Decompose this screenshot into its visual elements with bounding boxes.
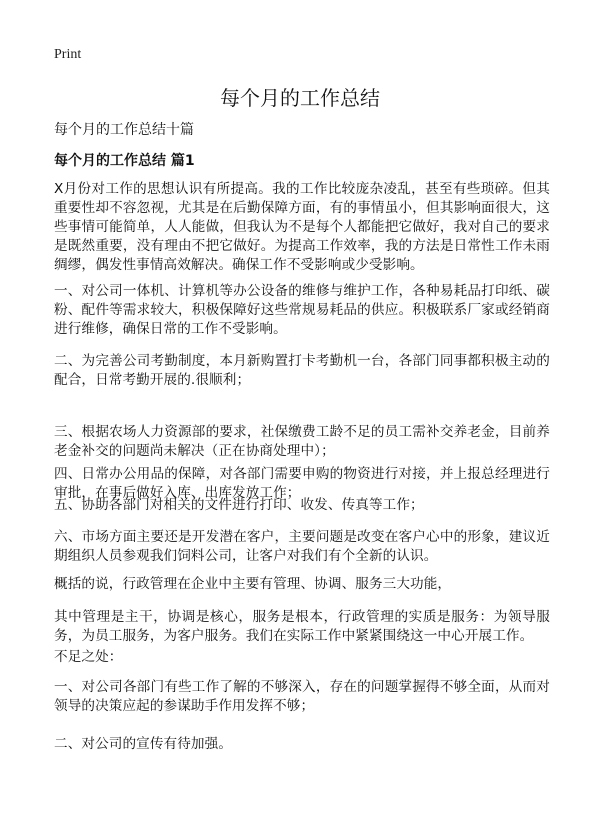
paragraph: 不足之处： — [54, 649, 123, 665]
paragraph: 一、对公司各部门有些工作了解的不够深入，存在的问题掌握得不够全面，从而对领导的决策应起的参谋助手作用发挥不够； — [54, 679, 550, 714]
section-heading: 每个月的工作总结 篇1 — [54, 153, 195, 169]
page-title: 每个月的工作总结 — [220, 86, 380, 110]
print-link[interactable]: Print — [54, 47, 82, 62]
paragraph: 四、日常办公用品的保障，对各部门需要申购的物资进行对接，并上报总经理进行审批，在事后做好入库、出库发放工作； — [54, 466, 550, 501]
paragraph: 概括的说，行政管理在企业中主要有管理、协调、服务三大功能， — [54, 576, 452, 592]
paragraph: 五、协助各部门对相关的文件进行打印、收发、传真等工作； — [54, 497, 424, 513]
paragraph: X月份对工作的思想认识有所提高。我的工作比较庞杂凌乱，甚至有些琐碎。但其重要性却不容忽视，尤其是在后勤保障方面，有的事情虽小，但其影响面很大，这些事情可能简单，人人能做，但我认为不是每个人都能把它做好，我对自己的要求是既然重要，没有理由不把它做好。为提高工作效率，我的方法是日常性工作未雨绸缪，偶发性事情高效解决。确保工作不受影响或少受影响。 — [54, 181, 550, 273]
document-subtitle: 每个月的工作总结十篇 — [54, 122, 194, 138]
paragraph: 六、市场方面主要还是开发潜在客户，主要问题是改变在客户心中的形象，建议近期组织人员参观我们饲料公司，让客户对我们有个全新的认识。 — [54, 529, 550, 564]
paragraph: 二、对公司的宣传有待加强。 — [54, 736, 233, 752]
paragraph: 其中管理是主干，协调是核心，服务是根本，行政管理的实质是服务：为领导服务，为员工服务，为客户服务。我们在实际工作中紧紧围绕这一中心开展工作。 — [54, 609, 550, 644]
paragraph: 一、对公司一体机、计算机等办公设备的维修与维护工作，各种易耗品打印纸、碳粉、配件等需求较大，积极保障好这些常规易耗品的供应。积极联系厂家或经销商进行维修，确保日常的工作不受影响。 — [54, 283, 550, 337]
paragraph: 二、为完善公司考勤制度，本月新购置打卡考勤机一台，各部门同事都积极主动的配合，日常考勤开展的.很顺利； — [54, 353, 550, 388]
paragraph: 三、根据农场人力资源部的要求，社保缴费工龄不足的员工需补交养老金，目前养老金补交的问题尚未解决（正在协商处理中）； — [54, 424, 550, 459]
